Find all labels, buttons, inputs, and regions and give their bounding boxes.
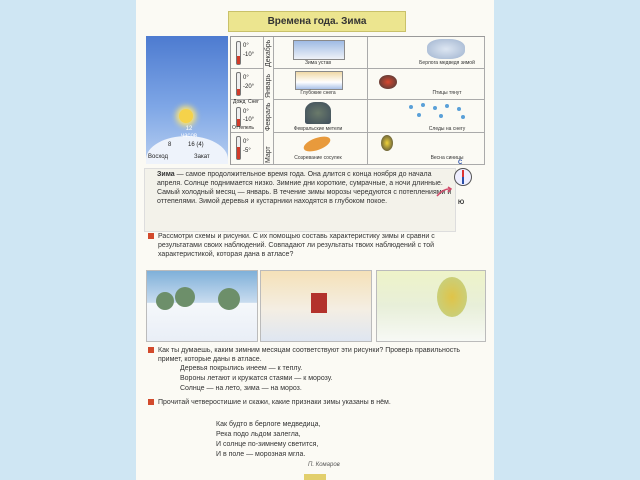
intro-paragraph — [144, 168, 456, 232]
sunset-label: Закат — [194, 154, 210, 160]
poet-name: П. Комаров — [308, 462, 340, 468]
thermometer-icon — [236, 41, 241, 65]
compass-needle — [462, 170, 464, 184]
trees-icon — [147, 271, 257, 341]
compass-icon — [454, 168, 472, 186]
months-grid — [230, 36, 485, 165]
poem-line: Как будто в берлоге медведица, — [216, 421, 321, 428]
thermometer-icon — [236, 72, 241, 96]
temp-upper: 0° — [243, 43, 249, 49]
temp-upper: 0° — [243, 75, 249, 81]
omen-line: Вороны летают и кружатся стаями — к морозу. — [180, 375, 333, 382]
winter-painting-3 — [376, 270, 486, 342]
task-1-text: Рассмотри схемы и рисунки. С их помощью составь характеристику зимы и сравни с результатами своих наблюдений. Совпадают ли результаты твоих наблюдений с той характеристикой, которая дана в атласе? — [158, 233, 435, 258]
titmouse-icon — [381, 135, 393, 151]
task-3-text: Прочитай четверостишие и скажи, какие признаки зимы указаны в нём. — [158, 399, 391, 406]
thermometer-icon — [236, 136, 241, 160]
bird-tracks-icon — [401, 101, 481, 125]
page-title: Времена года. Зима — [228, 11, 406, 32]
sun-icon — [179, 109, 193, 123]
winter-painting-2 — [260, 270, 372, 342]
poem — [216, 420, 320, 460]
weather-label-rain: Дожд — [233, 99, 246, 105]
bear-den-picture — [427, 39, 465, 59]
bullfinch-icon — [379, 75, 397, 89]
red-house-shape — [311, 293, 327, 313]
poem-line: И солнце по-зимнему светится, — [216, 441, 319, 448]
caption-bear: Берлога медведя зимой — [419, 60, 475, 66]
compass-north-label: С — [458, 160, 463, 166]
task-3 — [148, 398, 464, 407]
task-2 — [148, 346, 464, 364]
task-2-text: Как ты думаешь, каким зимним месяцам соответствуют эти рисунки? Проверь правильность примет, которые даны в атласе. — [158, 347, 461, 363]
omen-line: Солнце — на лето, зима — на мороз. — [180, 385, 302, 392]
day-length — [174, 126, 204, 140]
page-tab — [304, 474, 326, 480]
poem-line: И в поле — морозная мгла. — [216, 451, 306, 458]
compass-south-label: Ю — [458, 200, 465, 206]
day-length-unit: часов — [180, 133, 198, 139]
arrow-icon — [436, 186, 452, 198]
intro-text: — самое продолжительное время года. Она длится с конца ноября до начала апреля. Солнце поднимается низко. Зимние дни короткие, сумрачные, а ночи длинные. Самый холодный месяц — январь. В течение зимы морозы чередуются с потеплениями и оттепелями. Зимой деревья и кустарники находятся в глубоком покое. — [157, 171, 452, 205]
month-march: Март — [265, 146, 272, 163]
temp-lower: -20° — [243, 84, 255, 90]
weather-label-snow: Снег — [248, 99, 259, 105]
task-bullet-icon — [148, 399, 154, 405]
sunrise-label: Восход — [148, 154, 168, 160]
caption-spring-begins: Созревание сосулек — [294, 155, 342, 161]
temp-upper: 0° — [243, 139, 249, 145]
caption-birds-fly: Птицы тянут — [432, 90, 462, 96]
snowy-tree-picture — [305, 102, 331, 124]
birch-tree-shape — [437, 277, 467, 317]
intro-bold-word: Зима — [157, 171, 175, 178]
month-december: Декабрь — [265, 39, 272, 67]
sky-diagram — [146, 36, 228, 164]
task-bullet-icon — [148, 347, 154, 353]
caption-bird-flock: Следы на снегу — [428, 126, 466, 132]
temp-upper: 0° — [243, 109, 249, 115]
task-bullet-icon — [148, 233, 154, 239]
temp-lower: -10° — [243, 52, 255, 58]
deep-snow-picture — [295, 71, 343, 90]
sunrise-time: 8 — [168, 142, 172, 148]
textbook-page — [136, 0, 494, 480]
task-1 — [148, 232, 464, 259]
day-length-number: 12 — [185, 126, 193, 132]
sunset-time: 16 (4) — [188, 142, 204, 148]
poem-line: Река подо льдом залегла, — [216, 431, 301, 438]
omen-line: Деревья покрылись инеем — к теплу. — [180, 365, 303, 372]
month-february: Февраль — [265, 102, 272, 131]
winter-painting-1 — [146, 270, 258, 342]
temp-lower: -5° — [243, 148, 251, 154]
omens-list — [180, 364, 333, 394]
temp-lower: -10° — [243, 117, 255, 123]
caption-snow-stayed: Зима устав — [304, 60, 332, 66]
caption-deep-snow: Глубокие снега — [300, 90, 336, 96]
caption-titmouse: Весна синицы — [430, 155, 464, 161]
caption-blizzard: Февральские метели — [293, 126, 343, 132]
winter-landscape-picture — [293, 40, 345, 60]
weather-label-thaw: Оттепель — [232, 125, 255, 131]
thermometer-icon — [236, 107, 241, 127]
month-january: Январь — [265, 74, 272, 98]
